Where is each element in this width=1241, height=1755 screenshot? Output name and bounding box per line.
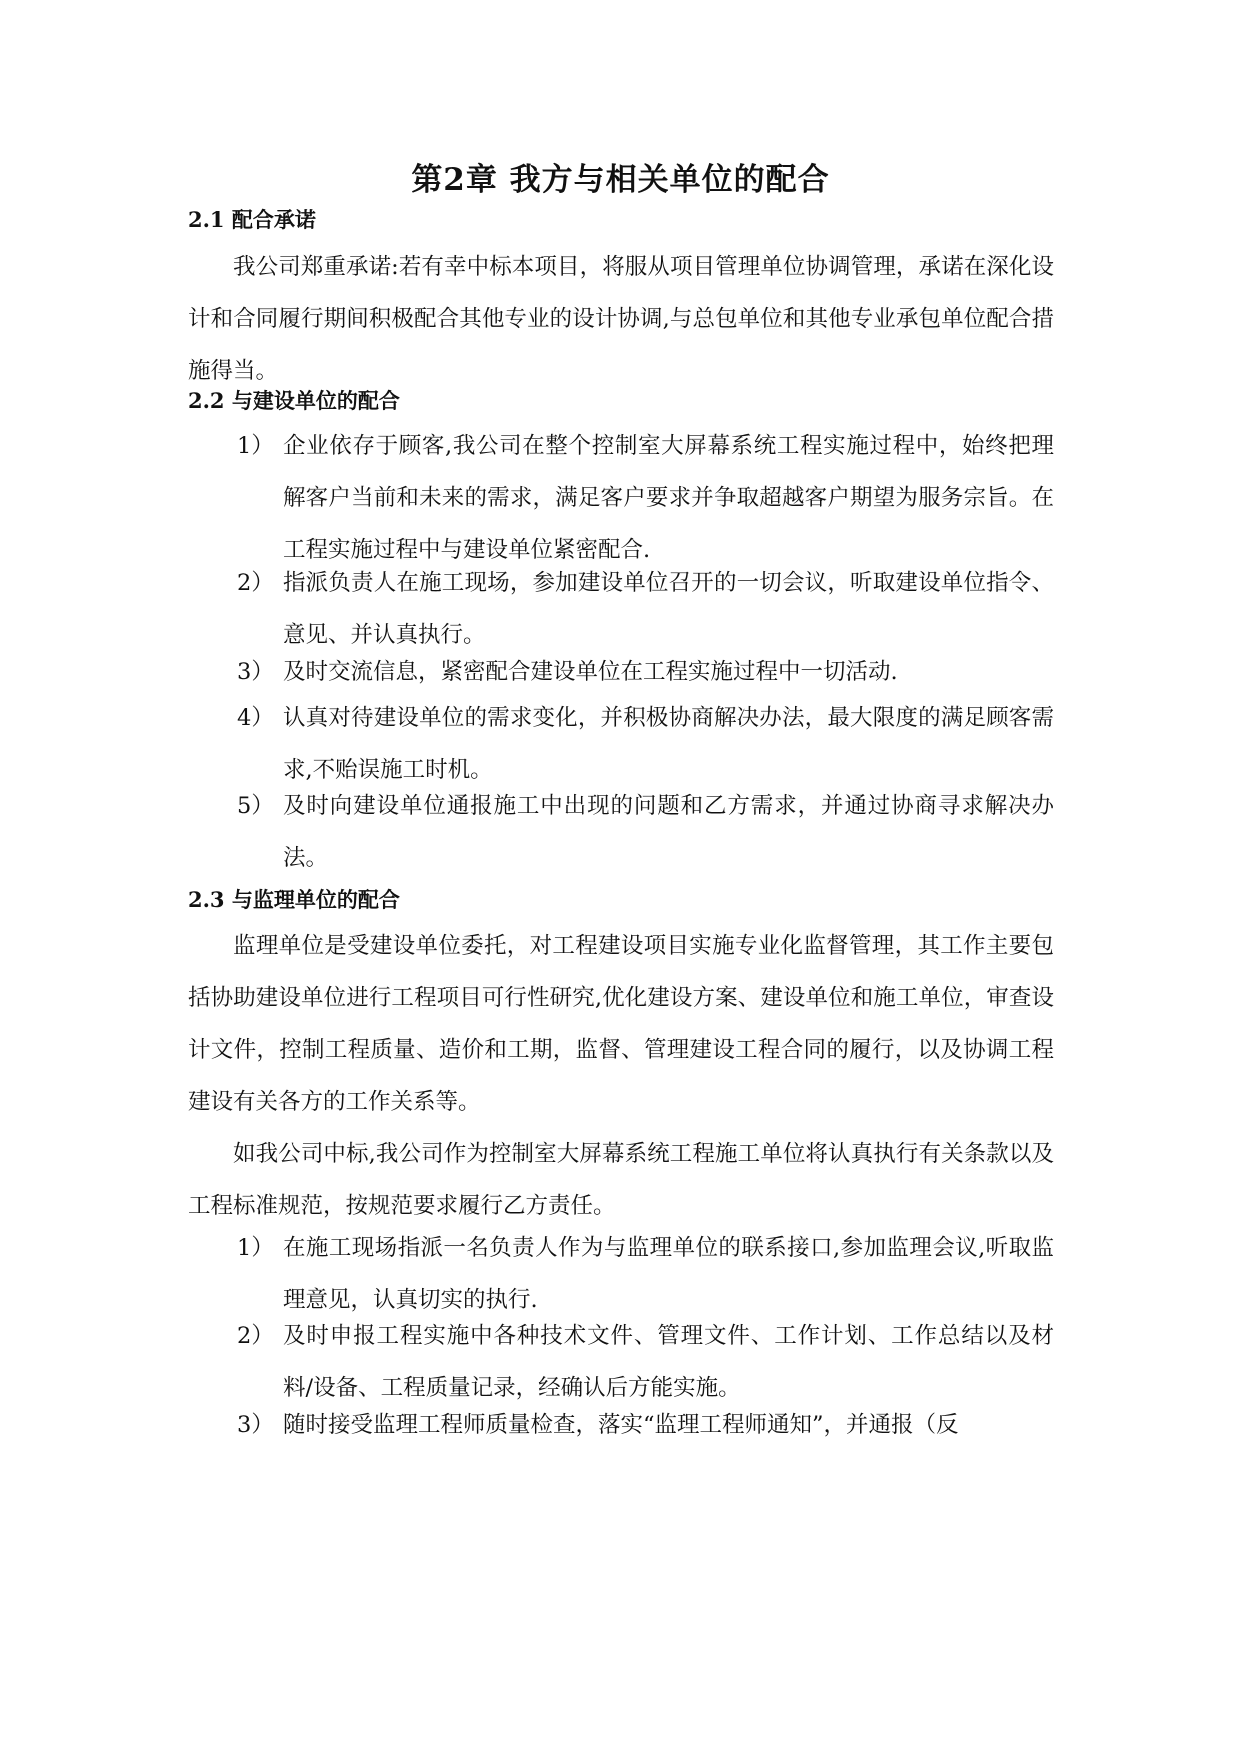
paragraph-tender-commitment: 如我公司中标,我公司作为控制室大屏幕系统工程施工单位将认真执行有关条款以及工程标准规范，按规范要求履行乙方责任。	[188, 1141, 1054, 1219]
list-item	[237, 646, 1054, 698]
section-heading-2-2	[188, 386, 400, 416]
list-item-text: 认真对待建设单位的需求变化，并积极协商解决办法，最大限度的满足顾客需求,不贻误施工时机。	[283, 705, 1054, 783]
list-item-text: 企业依存于顾客,我公司在整个控制室大屏幕系统工程实施过程中，始终把理解客户当前和未来的需求，满足客户要求并争取超越客户期望为服务宗旨。在工程实施过程中与建设单位紧密配合.	[283, 433, 1054, 563]
list-item-number: 4）	[237, 705, 274, 731]
list-item-number: 2）	[237, 570, 274, 596]
list-item-number: 1）	[237, 1235, 274, 1261]
list-item-number: 5）	[237, 793, 274, 819]
list-item	[237, 420, 1054, 576]
section-heading-2-2-text: 2.2 与建设单位的配合	[188, 388, 400, 413]
list-item-text: 及时交流信息，紧密配合建设单位在工程实施过程中一切活动.	[283, 659, 898, 685]
chapter-title: 第2章 我方与相关单位的配合	[411, 162, 830, 198]
list-item-number: 1）	[237, 433, 274, 459]
section-heading-2-1: 2.1 配合承诺	[188, 207, 316, 232]
list-item-text: 在施工现场指派一名负责人作为与监理单位的联系接口,参加监理会议,听取监理意见，认真切实的执行.	[283, 1235, 1054, 1313]
list-item	[237, 780, 1054, 884]
list-item-text: 及时向建设单位通报施工中出现的问题和乙方需求，并通过协商寻求解决办法。	[283, 793, 1054, 871]
list-item-number: 3）	[237, 1412, 274, 1438]
list-item	[237, 1399, 1054, 1451]
section-heading-2-3: 2.3 与监理单位的配合	[188, 887, 400, 912]
list-item-text: 及时申报工程实施中各种技术文件、管理文件、工作计划、工作总结以及材料/设备、工程质量记录，经确认后方能实施。	[283, 1323, 1054, 1401]
list-item-text: 指派负责人在施工现场，参加建设单位召开的一切会议，听取建设单位指令、意见、并认真执行。	[283, 570, 1054, 648]
list-item-number: 3）	[237, 659, 274, 685]
paragraph-commitment: 我公司郑重承诺:若有幸中标本项目，将服从项目管理单位协调管理，承诺在深化设计和合同履行期间积极配合其他专业的设计协调,与总包单位和其他专业承包单位配合措施得当。	[188, 254, 1054, 384]
list-item-number: 2）	[237, 1323, 274, 1349]
paragraph-supervision-role: 监理单位是受建设单位委托，对工程建设项目实施专业化监督管理，其工作主要包括协助建设单位进行工程项目可行性研究,优化建设方案、建设单位和施工单位，审查设计文件，控制工程质量、造价和工期，监督、管理建设工程合同的履行，以及协调工程建设有关各方的工作关系等。	[188, 933, 1054, 1115]
list-item-text: 随时接受监理工程师质量检查，落实“监理工程师通知”，并通报（反	[283, 1412, 959, 1438]
